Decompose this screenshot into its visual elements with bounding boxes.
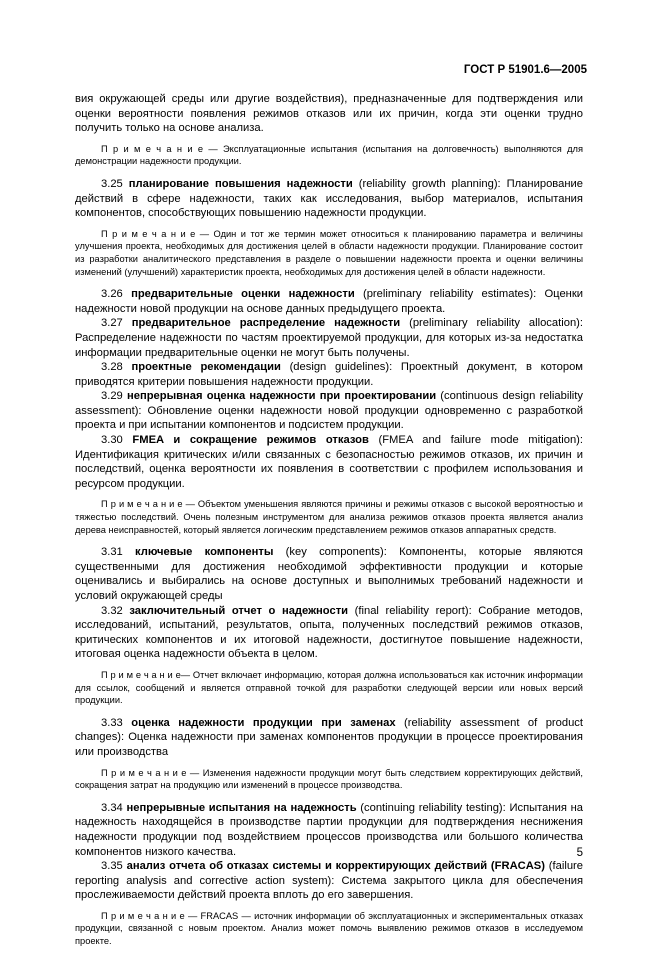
note xyxy=(75,228,583,278)
note-text: — Один и тот же термин может относиться к планированию параметра и величины улучшения проекта, необходимых для достижения целей в области надежности продукции. Планирование состоит из разработки аналитического представления в разделе о повышении надежности проекта и оценки величины изменений (улучшений) характеристик проекта, необходимых для достижения целей в области надежности. xyxy=(75,228,583,277)
term-name: ключевые компоненты xyxy=(135,546,274,559)
term-name: непрерывная оценка надежности при проектировании xyxy=(126,390,437,403)
term-definition xyxy=(75,433,583,491)
note xyxy=(75,910,583,948)
term-text: (continuing reliability testing): Испытания на надежность находящейся в производстве партии продукции для подтверждения неснижения надежности продукции под воздействием процессов производства или большого количества компонентов низкого качества. xyxy=(75,801,584,858)
term-name: оценка надежности продукции при заменах xyxy=(131,716,396,729)
term-definition xyxy=(75,801,583,859)
term-number: 3.32 xyxy=(101,604,123,617)
term-number: 3.31 xyxy=(101,546,123,559)
term-definition xyxy=(75,389,583,433)
term-name: непрерывные испытания на надежность xyxy=(126,801,357,814)
term-definition xyxy=(75,545,583,603)
note-text: — FRACAS — источник информации об эксплуатационных и экспериментальных отказах продукции, связанной с новым проектом. Анализ может помочь выявлению режимов отказов в исследуемом проекте. xyxy=(75,910,583,947)
term-text: (failure reporting analysis and corrective action system): Система закрытого цикла для обеспечения прослеживаемости действий проекта вплоть до его завершения. xyxy=(75,860,584,902)
note-text: — Изменения надежности продукции могут быть следствием корректирующих действий, сокращения затрат на продукцию или изменений в процессе производства. xyxy=(75,767,583,791)
note xyxy=(75,767,583,792)
page-number: 5 xyxy=(576,847,583,859)
term-text: (reliability assessment of product changes): Оценка надежности при заменах компонентов продукции в процессе проектирования или производства xyxy=(75,716,584,758)
term-text: (key components): Компоненты, которые являются существенными для достижения необходимой эффективности продукции и которые оценивались и выбирались на основе доступных и выполнимых требований надежности и условий окружающей среды xyxy=(75,546,583,602)
term-text: (preliminary reliability allocation): Распределение надежности по частям проектируемой продукции, для которых из-за недостатка информации предварительные оценки не могут быть получены. xyxy=(75,317,583,359)
term-definition xyxy=(75,604,583,662)
term-number: 3.26 xyxy=(101,288,123,301)
note-label: П р и м е ч а н и е xyxy=(101,910,185,921)
term-number: 3.35 xyxy=(101,860,123,873)
term-definition xyxy=(75,177,583,221)
note xyxy=(75,143,583,168)
term-definition xyxy=(75,287,583,316)
term-name: анализ отчета об отказах системы и корректирующих действий (FRACAS) xyxy=(126,860,545,873)
note-label: П р и м е ч а н и е xyxy=(101,228,196,239)
term-number: 3.25 xyxy=(101,177,123,190)
term-definition xyxy=(75,360,583,389)
note-label: П р и м е ч а н и е xyxy=(101,143,204,154)
note xyxy=(75,498,583,536)
term-number: 3.33 xyxy=(101,716,123,729)
term-definition xyxy=(75,716,583,760)
term-name: заключительный отчет о надежности xyxy=(129,604,349,617)
term-name: проектные рекомендации xyxy=(131,361,281,374)
note-text: — Отчет включает информацию, которая должна использоваться как источник информации для ссылок, сообщений и является отправной точкой для разработки следующей версии или новых версий продукции. xyxy=(75,669,583,706)
term-text: (continuous design reliability assessment): Обновление оценки надежности новой продукции одновременно с разработкой проекта и при испытании компонентов и подсистем продукции. xyxy=(75,390,583,432)
note-label: П р и м е ч а н и е xyxy=(101,669,181,680)
document-body xyxy=(75,92,583,957)
note-label: П р и м е ч а н и е xyxy=(101,767,187,778)
term-text: (preliminary reliability estimates): Оценки надежности новой продукции на основе данных предыдущего проекта. xyxy=(75,288,584,315)
term-text: (reliability growth planning): Планирование действий в сфере надежности, таких как исследования, выбор материалов, испытания компонентов, способствующих повышению надежности продукции. xyxy=(75,177,583,220)
term-text: (final reliability report): Собрание методов, исследований, испытаний, результатов, опыта, полученных последствий режимов отказов, критических компонентов и их итоговой надежности, достигнутое повышение надежности, итоговая оценка надежности объекта в целом. xyxy=(75,604,583,661)
paragraph-text: вия окружающей среды или другие воздействия), предназначенные для подтверждения или оценки вероятности появления режимов отказов или их причин, когда эти оценки трудно получить только на основе анализа. xyxy=(75,93,583,135)
note xyxy=(75,669,583,707)
term-text: (design guidelines): Проектный документ, в котором приводятся критерии повышения надежности продукции. xyxy=(75,361,583,388)
term-number: 3.27 xyxy=(101,317,123,330)
document-header: ГОСТ Р 51901.6—2005 xyxy=(463,64,587,76)
term-name: предварительные оценки надежности xyxy=(131,288,355,301)
term-number: 3.34 xyxy=(101,801,123,814)
term-definition xyxy=(75,859,583,903)
note-text: — Эксплуатационные испытания (испытания на долговечность) выполняются для демонстрации надежности продукции. xyxy=(75,143,583,167)
term-name: планирование повышения надежности xyxy=(128,177,353,190)
paragraph xyxy=(75,92,583,136)
note-label: П р и м е ч а н и е xyxy=(101,499,183,510)
term-number: 3.29 xyxy=(101,390,123,403)
term-number: 3.30 xyxy=(101,434,123,447)
term-name: предварительное распределение надежности xyxy=(131,317,401,330)
term-text: (FMEA and failure mode mitigation): Идентификация критических и/или связанных с безопасностью режимов отказов, их причин и последствий, оценка вероятности их появления в соответствии с профилем использования и ресурсом продукции. xyxy=(75,434,584,490)
note-text: — Объектом уменьшения являются причины и режимы отказов с высокой вероятностью и тяжестью последствий. Очень полезным инструментом для анализа режимов отказов проекта является анализ дерева неисправностей, который является логическим представлением режимов отказов аппаратных средств. xyxy=(75,499,583,535)
term-name: FMEA и сокращение режимов отказов xyxy=(132,434,369,447)
term-number: 3.28 xyxy=(101,361,123,374)
term-definition xyxy=(75,316,583,360)
